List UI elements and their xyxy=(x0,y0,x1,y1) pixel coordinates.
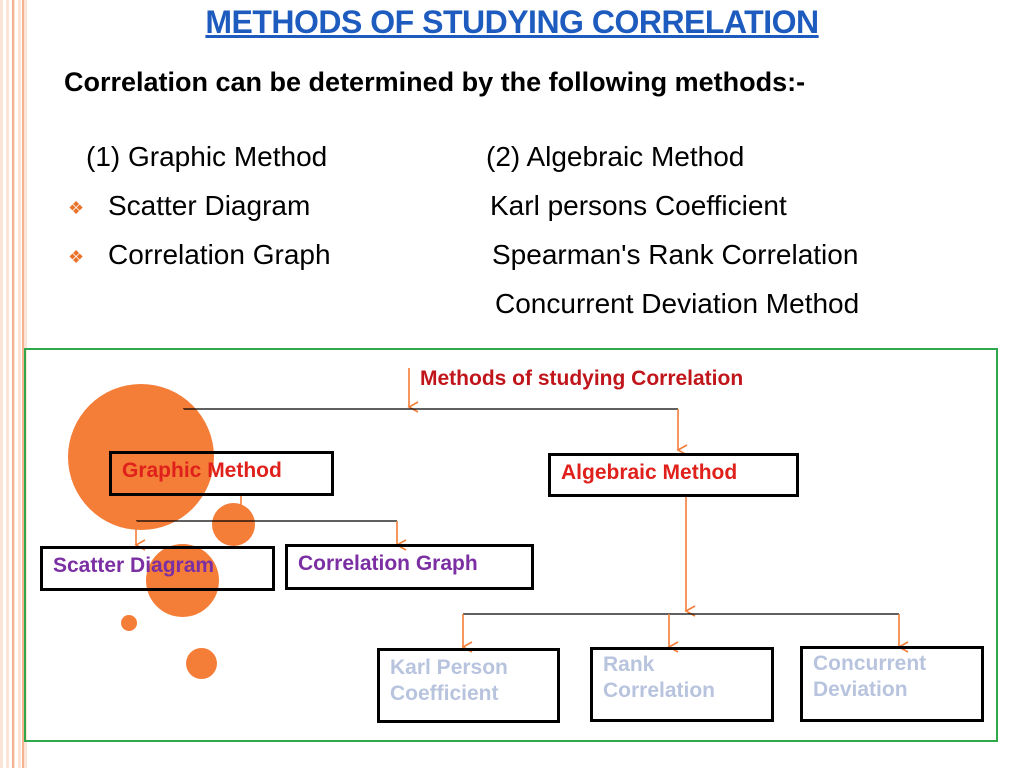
algebraic-method-heading: (2) Algebraic Method xyxy=(486,141,745,172)
scatter-diagram-label: Scatter Diagram xyxy=(53,554,215,577)
diamond-bullet-icon: ❖ xyxy=(68,198,85,218)
diamond-bullet-icon: ❖ xyxy=(68,247,85,267)
karl-person-line2: Coefficient xyxy=(390,682,499,705)
concurrent-deviation-line2: Deviation xyxy=(813,678,908,701)
algebraic-method-label: Algebraic Method xyxy=(561,461,738,484)
correlation-graph-box xyxy=(285,544,534,590)
algebraic-item-karl: Karl persons Coefficient xyxy=(490,190,787,221)
algebraic-item-spearman: Spearman's Rank Correlation xyxy=(492,239,859,270)
concurrent-deviation-line1: Concurrent xyxy=(813,652,927,675)
intro-text: Correlation can be determined by the following methods:- xyxy=(64,67,806,97)
graphic-method-label: Graphic Method xyxy=(122,459,282,482)
scatter-diagram-box xyxy=(40,546,275,591)
rank-correlation-box xyxy=(590,647,774,722)
karl-person-line1: Karl Person xyxy=(390,656,508,679)
graphic-method-heading: (1) Graphic Method xyxy=(86,141,328,172)
algebraic-method-box xyxy=(548,453,799,497)
concurrent-deviation-box xyxy=(800,646,984,722)
graphic-method-box xyxy=(109,451,334,496)
rank-correlation-line2: Correlation xyxy=(603,679,716,702)
correlation-graph-label: Correlation Graph xyxy=(298,552,478,575)
graphic-item-scatter: Scatter Diagram xyxy=(108,190,311,221)
diagram-root-label: Methods of studying Correlation xyxy=(420,367,744,390)
rank-correlation-line1: Rank xyxy=(603,653,655,676)
graphic-item-correlation-graph: Correlation Graph xyxy=(108,239,331,270)
slide-title: METHODS OF STUDYING CORRELATION xyxy=(205,4,819,40)
karl-person-box xyxy=(377,648,560,723)
algebraic-item-concurrent: Concurrent Deviation Method xyxy=(495,288,860,319)
